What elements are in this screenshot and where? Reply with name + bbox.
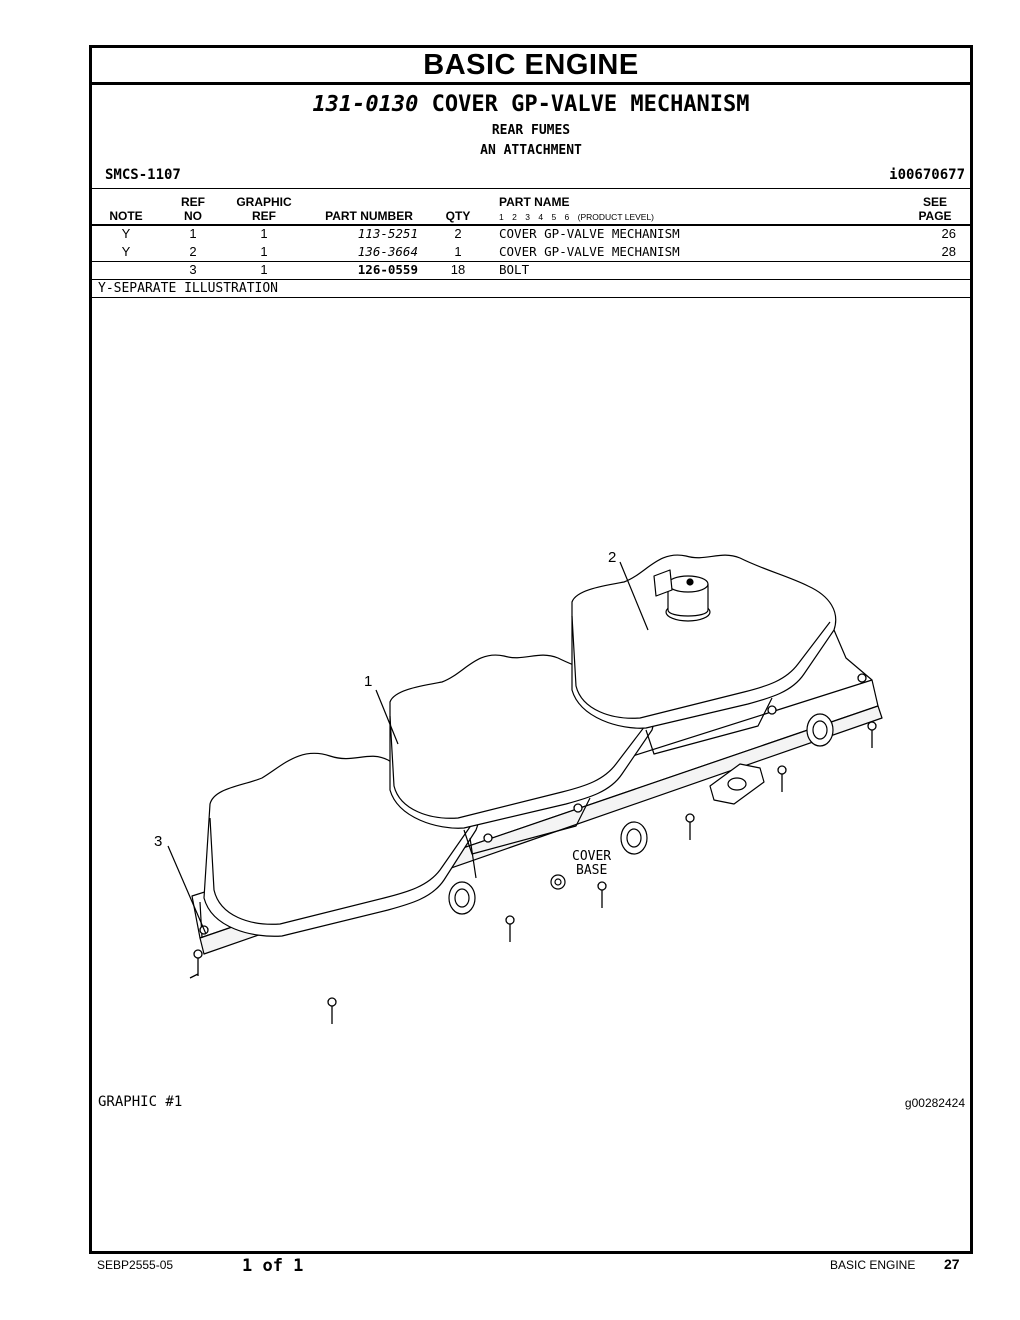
bolt-head-9	[484, 834, 492, 842]
table-note: Y-SEPARATE ILLUSTRATION	[98, 281, 279, 296]
footer-doc-number: SEBP2555-05	[97, 1258, 174, 1272]
document-ident: i00670677	[889, 167, 965, 183]
header-see-page	[906, 195, 964, 223]
row-part-number: 136-3664	[357, 244, 418, 259]
header-ref-no	[168, 195, 218, 223]
row-graphic-ref: 1	[260, 226, 268, 241]
product-level-6: 6	[564, 212, 570, 222]
row-part-name: BOLT	[499, 262, 530, 277]
header-part-number: PART NUMBER	[325, 209, 413, 223]
group-name: COVER GP-VALVE MECHANISM	[431, 92, 750, 117]
product-level-1: 1	[499, 212, 504, 222]
footer-page-number: 27	[944, 1256, 960, 1272]
base-label: BASE	[576, 863, 608, 878]
row-see-page: 26	[941, 226, 956, 241]
callout-3-leader	[168, 846, 206, 934]
page-title: BASIC ENGINE	[92, 48, 970, 85]
header-graphic-ref	[228, 195, 300, 223]
header-graphic-ref-line1: GRAPHIC	[236, 195, 292, 209]
header-graphic-ref-line2: REF	[252, 209, 276, 223]
row-part-name: COVER GP-VALVE MECHANISM	[499, 226, 680, 241]
bolt-head-7	[868, 722, 876, 730]
cover-label: COVER	[572, 849, 612, 864]
row-qty: 2	[454, 226, 462, 241]
product-level-5: 5	[551, 212, 557, 222]
row-qty: 18	[450, 262, 466, 277]
footer-section: BASIC ENGINE	[830, 1258, 916, 1272]
row-graphic-ref: 1	[260, 244, 268, 259]
header-ref-no-line2: NO	[184, 209, 202, 223]
bolt-head-4	[598, 882, 606, 890]
header-ref-no-line1: REF	[181, 195, 205, 209]
header-see-page-line1: SEE	[922, 195, 947, 209]
bolt-head-6	[778, 766, 786, 774]
row-divider	[92, 279, 970, 280]
bolt-head-1	[194, 950, 202, 958]
divider	[92, 188, 970, 189]
product-level-caption: (PRODUCT LEVEL)	[577, 212, 655, 222]
graphic-id: g00282424	[904, 1096, 965, 1110]
row-qty: 1	[454, 244, 462, 259]
page-frame	[89, 45, 973, 1254]
subtitle-2: AN ATTACHMENT	[480, 143, 582, 158]
product-level-2: 2	[512, 212, 517, 222]
bolt-head-5	[686, 814, 694, 822]
plug-bolt-center	[555, 879, 561, 885]
row-divider	[92, 261, 970, 262]
header-product-levels	[499, 212, 654, 222]
header-part-name: PART NAME	[499, 195, 570, 209]
mounting-flange-hole	[728, 778, 746, 790]
callout-2: 2	[608, 549, 617, 566]
port-3-inner	[813, 721, 827, 739]
bolt-head-10	[574, 804, 582, 812]
row-note: Y	[121, 244, 131, 259]
bolt-head-3	[506, 916, 514, 924]
callout-1: 1	[364, 673, 373, 690]
group-heading	[92, 92, 970, 117]
row-ref-no: 1	[189, 226, 197, 241]
header-qty: QTY	[445, 209, 471, 223]
product-level-3: 3	[525, 212, 530, 222]
breather-cap-bolt	[687, 579, 693, 585]
product-level-4: 4	[538, 212, 544, 222]
bolt-head-11	[768, 706, 776, 714]
callout-3: 3	[154, 833, 163, 850]
row-ref-no: 2	[189, 244, 197, 259]
stud-1	[190, 958, 198, 978]
port-1-inner	[455, 889, 469, 907]
row-part-name: COVER GP-VALVE MECHANISM	[499, 244, 680, 259]
row-ref-no: 3	[189, 262, 197, 277]
row-part-number: 126-0559	[357, 262, 418, 277]
subtitle-1: REAR FUMES	[491, 123, 571, 138]
bolt-head-12	[858, 674, 866, 682]
bolt-head-2	[328, 998, 336, 1006]
footer-page-of: 1 of 1	[242, 1256, 304, 1276]
row-part-number: 113-5251	[357, 226, 418, 241]
row-see-page: 28	[941, 244, 956, 259]
graphic-label: GRAPHIC #1	[98, 1094, 183, 1110]
row-note: Y	[121, 226, 131, 241]
group-number: 131-0130	[312, 92, 419, 117]
header-note: NOTE	[109, 209, 143, 223]
header-see-page-line2: PAGE	[918, 209, 952, 223]
port-2-inner	[627, 829, 641, 847]
exploded-view-drawing	[92, 298, 970, 1098]
row-graphic-ref: 1	[260, 262, 268, 277]
smcs-code: SMCS-1107	[105, 167, 181, 183]
